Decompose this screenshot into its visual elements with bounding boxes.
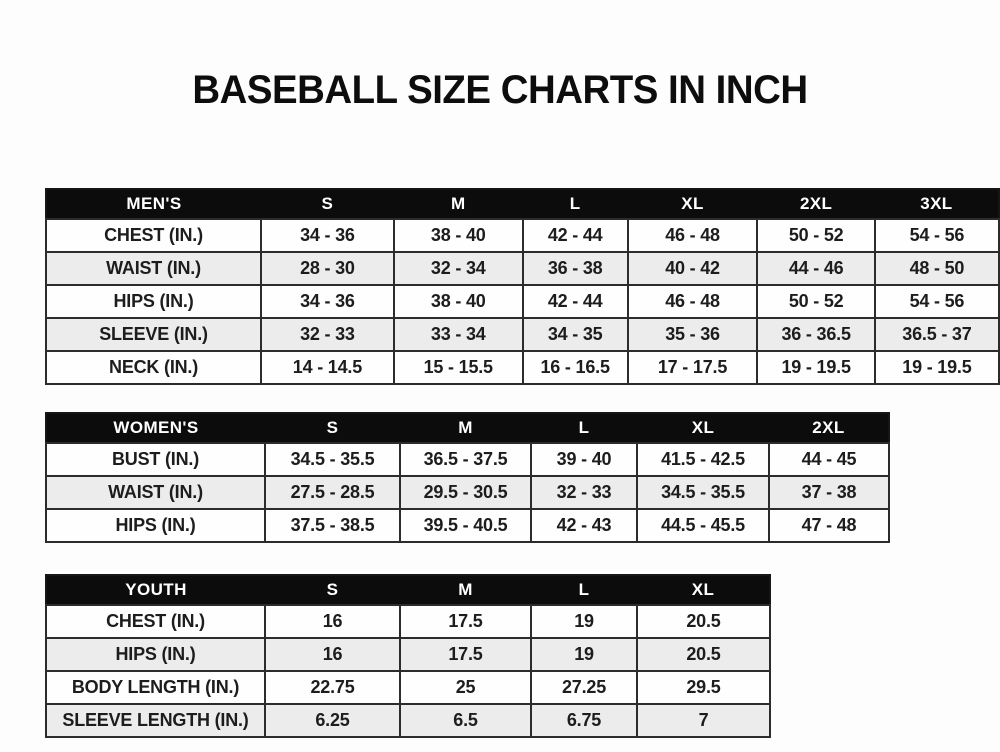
value-cell-waist-in-2xl: 37 - 38: [769, 476, 889, 509]
value-cell-hips-in-m: 38 - 40: [394, 285, 523, 318]
value-cell-chest-in-2xl: 50 - 52: [757, 219, 874, 252]
value-cell-hips-in-l: 19: [531, 638, 637, 671]
value-cell-sleeve-in-xl: 35 - 36: [628, 318, 758, 351]
column-header-2xl: 2XL: [769, 413, 889, 443]
value-cell-waist-in-l: 36 - 38: [523, 252, 628, 285]
value-cell-neck-in-m: 15 - 15.5: [394, 351, 523, 384]
value-cell-neck-in-l: 16 - 16.5: [523, 351, 628, 384]
value-cell-hips-in-s: 16: [265, 638, 400, 671]
value-cell-waist-in-xl: 34.5 - 35.5: [637, 476, 769, 509]
value-cell-waist-in-2xl: 44 - 46: [757, 252, 874, 285]
column-header-xl: XL: [628, 189, 758, 219]
value-cell-waist-in-s: 28 - 30: [261, 252, 394, 285]
value-cell-hips-in-xl: 44.5 - 45.5: [637, 509, 769, 542]
mens-size-table-section: [45, 188, 1000, 385]
value-cell-chest-in-xl: 20.5: [637, 605, 770, 638]
group-header-men-s: MEN'S: [46, 189, 261, 219]
value-cell-hips-in-l: 42 - 44: [523, 285, 628, 318]
table-row: [46, 509, 889, 542]
table-row: [46, 704, 770, 737]
value-cell-waist-in-3xl: 48 - 50: [875, 252, 999, 285]
column-header-xl: XL: [637, 413, 769, 443]
value-cell-hips-in-xl: 46 - 48: [628, 285, 758, 318]
women-s-size-table: [45, 412, 890, 543]
column-header-l: L: [531, 413, 637, 443]
column-header-l: L: [531, 575, 637, 605]
value-cell-bust-in-s: 34.5 - 35.5: [265, 443, 400, 476]
value-cell-sleeve-length-in-xl: 7: [637, 704, 770, 737]
value-cell-bust-in-l: 39 - 40: [531, 443, 637, 476]
value-cell-neck-in-3xl: 19 - 19.5: [875, 351, 999, 384]
value-cell-sleeve-in-2xl: 36 - 36.5: [757, 318, 874, 351]
value-cell-neck-in-xl: 17 - 17.5: [628, 351, 758, 384]
value-cell-sleeve-length-in-m: 6.5: [400, 704, 531, 737]
value-cell-neck-in-2xl: 19 - 19.5: [757, 351, 874, 384]
value-cell-body-length-in-m: 25: [400, 671, 531, 704]
value-cell-sleeve-in-m: 33 - 34: [394, 318, 523, 351]
table-row: [46, 476, 889, 509]
column-header-m: M: [400, 575, 531, 605]
value-cell-hips-in-m: 17.5: [400, 638, 531, 671]
value-cell-sleeve-length-in-l: 6.75: [531, 704, 637, 737]
column-header-xl: XL: [637, 575, 770, 605]
value-cell-body-length-in-s: 22.75: [265, 671, 400, 704]
row-label-hips-in: HIPS (IN.): [46, 638, 265, 671]
value-cell-chest-in-3xl: 54 - 56: [875, 219, 999, 252]
header-row: [46, 575, 770, 605]
table-row: [46, 443, 889, 476]
table-row: [46, 351, 999, 384]
value-cell-neck-in-s: 14 - 14.5: [261, 351, 394, 384]
table-row: [46, 605, 770, 638]
page-title: BASEBALL SIZE CHARTS IN INCH: [192, 68, 808, 112]
youth-size-table: [45, 574, 771, 738]
column-header-s: S: [265, 575, 400, 605]
value-cell-bust-in-m: 36.5 - 37.5: [400, 443, 531, 476]
value-cell-waist-in-m: 32 - 34: [394, 252, 523, 285]
row-label-sleeve-length-in: SLEEVE LENGTH (IN.): [46, 704, 265, 737]
header-row: [46, 189, 999, 219]
value-cell-body-length-in-xl: 29.5: [637, 671, 770, 704]
men-s-size-table: [45, 188, 1000, 385]
value-cell-sleeve-in-3xl: 36.5 - 37: [875, 318, 999, 351]
column-header-s: S: [265, 413, 400, 443]
column-header-l: L: [523, 189, 628, 219]
value-cell-sleeve-in-l: 34 - 35: [523, 318, 628, 351]
row-label-waist-in: WAIST (IN.): [46, 476, 265, 509]
row-label-sleeve-in: SLEEVE (IN.): [46, 318, 261, 351]
table-row: [46, 671, 770, 704]
value-cell-chest-in-m: 38 - 40: [394, 219, 523, 252]
column-header-2xl: 2XL: [757, 189, 874, 219]
value-cell-hips-in-xl: 20.5: [637, 638, 770, 671]
value-cell-hips-in-l: 42 - 43: [531, 509, 637, 542]
value-cell-bust-in-xl: 41.5 - 42.5: [637, 443, 769, 476]
table-row: [46, 638, 770, 671]
group-header-youth: YOUTH: [46, 575, 265, 605]
group-header-women-s: WOMEN'S: [46, 413, 265, 443]
value-cell-hips-in-s: 34 - 36: [261, 285, 394, 318]
column-header-m: M: [400, 413, 531, 443]
value-cell-chest-in-s: 34 - 36: [261, 219, 394, 252]
column-header-m: M: [394, 189, 523, 219]
column-header-3xl: 3XL: [875, 189, 999, 219]
value-cell-sleeve-in-s: 32 - 33: [261, 318, 394, 351]
table-row: [46, 252, 999, 285]
row-label-hips-in: HIPS (IN.): [46, 509, 265, 542]
value-cell-chest-in-l: 42 - 44: [523, 219, 628, 252]
value-cell-hips-in-m: 39.5 - 40.5: [400, 509, 531, 542]
value-cell-hips-in-2xl: 47 - 48: [769, 509, 889, 542]
value-cell-chest-in-m: 17.5: [400, 605, 531, 638]
tables-container: [45, 188, 1000, 738]
value-cell-chest-in-l: 19: [531, 605, 637, 638]
row-label-chest-in: CHEST (IN.): [46, 219, 261, 252]
table-row: [46, 285, 999, 318]
row-label-chest-in: CHEST (IN.): [46, 605, 265, 638]
value-cell-waist-in-l: 32 - 33: [531, 476, 637, 509]
value-cell-hips-in-2xl: 50 - 52: [757, 285, 874, 318]
row-label-body-length-in: BODY LENGTH (IN.): [46, 671, 265, 704]
row-label-bust-in: BUST (IN.): [46, 443, 265, 476]
row-label-hips-in: HIPS (IN.): [46, 285, 261, 318]
value-cell-bust-in-2xl: 44 - 45: [769, 443, 889, 476]
row-label-waist-in: WAIST (IN.): [46, 252, 261, 285]
value-cell-waist-in-xl: 40 - 42: [628, 252, 758, 285]
column-header-s: S: [261, 189, 394, 219]
header-row: [46, 413, 889, 443]
value-cell-chest-in-s: 16: [265, 605, 400, 638]
table-row: [46, 318, 999, 351]
value-cell-body-length-in-l: 27.25: [531, 671, 637, 704]
value-cell-waist-in-s: 27.5 - 28.5: [265, 476, 400, 509]
value-cell-hips-in-3xl: 54 - 56: [875, 285, 999, 318]
value-cell-hips-in-s: 37.5 - 38.5: [265, 509, 400, 542]
value-cell-sleeve-length-in-s: 6.25: [265, 704, 400, 737]
row-label-neck-in: NECK (IN.): [46, 351, 261, 384]
table-row: [46, 219, 999, 252]
youth-size-table-section: [45, 574, 1000, 738]
value-cell-waist-in-m: 29.5 - 30.5: [400, 476, 531, 509]
womens-size-table-section: [45, 412, 1000, 543]
value-cell-chest-in-xl: 46 - 48: [628, 219, 758, 252]
